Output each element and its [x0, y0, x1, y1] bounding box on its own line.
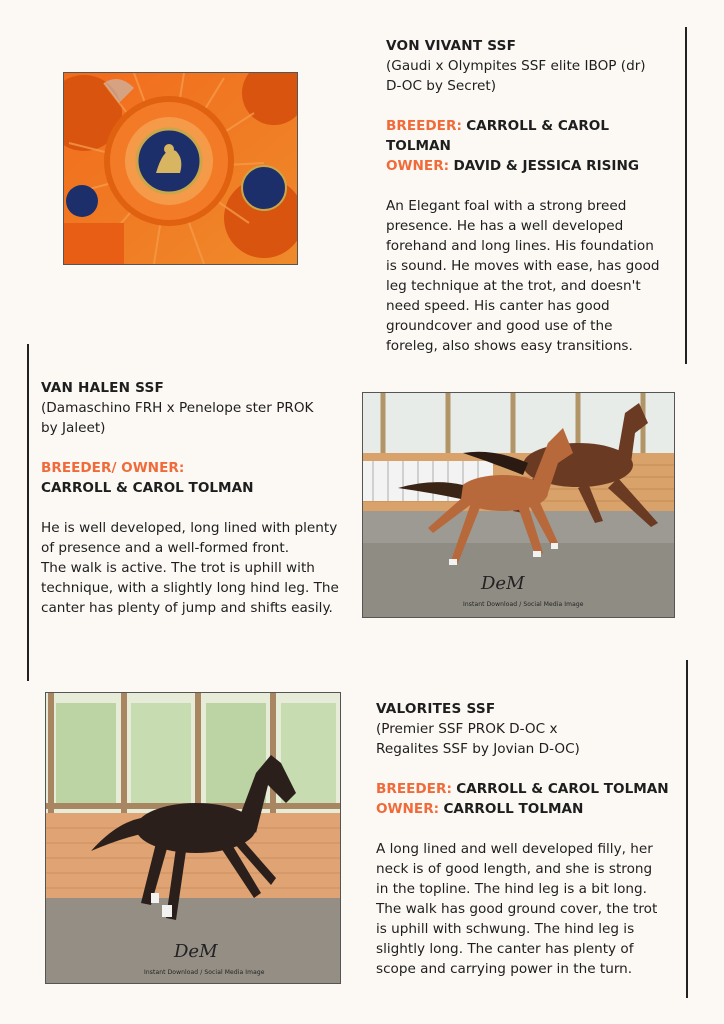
photo-watermark-caption: Instant Download / Social Media Image [463, 601, 584, 608]
owner-label: OWNER: [376, 801, 440, 817]
pedigree: (Premier SSF PROK D-OC x Regalites SSF by Jovian D-OC) [376, 721, 580, 757]
breeder-owner-label: BREEDER/ OWNER: [41, 460, 185, 476]
entry-von-vivant [386, 36, 676, 356]
description: A long lined and well developed filly, her neck is of good length, and she is strong in the topline. The hind leg is a bit long. The walk has good ground cover, the trot is uphill with schwung. The hind leg is slightly long. The canter has plenty of scope and carrying power in the turn. [376, 841, 658, 977]
owner-value: CARROLL TOLMAN [443, 801, 584, 817]
horse-name: VON VIVANT SSF [386, 38, 517, 54]
owner-value: DAVID & JESSICA RISING [453, 158, 640, 174]
description: He is well developed, long lined with plenty of presence and a well-formed front. The walk is active. The trot is uphill with technique, with a slightly long hind leg. The canter has plenty of jump and shifts easily. [41, 520, 339, 616]
horse-name: VAN HALEN SSF [41, 380, 165, 396]
breeder-label: BREEDER: [386, 118, 462, 134]
breeder-label: BREEDER: [376, 781, 452, 797]
pedigree: (Damaschino FRH x Penelope ster PROK by Jaleet) [41, 400, 314, 436]
divider-line-right-top [685, 27, 687, 364]
description: An Elegant foal with a strong breed presence. He has a well developed forehand and long lines. His foundation is sound. He moves with ease, has good leg technique at the trot, and doesn't need speed. His canter has good groundcover and good use of the foreleg, also shows easy transitions. [386, 198, 660, 354]
photo-watermark: DeM [481, 573, 525, 594]
owner-line [386, 156, 676, 176]
breeder-value: CARROLL & CAROL TOLMAN [386, 118, 610, 154]
breeder-owner-value: CARROLL & CAROL TOLMAN [41, 480, 254, 496]
photo-watermark: DeM [174, 941, 218, 962]
pedigree: (Gaudi x Olympites SSF elite IBOP (dr) D-OC by Secret) [386, 58, 646, 94]
divider-line-right-bottom [686, 660, 688, 998]
entry-valorites [376, 699, 676, 979]
breeder-value: CARROLL & CAROL TOLMAN [456, 781, 669, 797]
entry-van-halen [41, 378, 351, 618]
breeder-line [376, 779, 676, 799]
ribbons-photo [63, 72, 298, 265]
owner-line [376, 799, 676, 819]
filly-arena-photo [45, 692, 341, 984]
horse-name: VALORITES SSF [376, 701, 496, 717]
breeder-line [386, 116, 676, 156]
owner-label: OWNER: [386, 158, 450, 174]
horses-arena-photo [362, 392, 675, 618]
photo-watermark-caption: Instant Download / Social Media Image [144, 969, 265, 976]
divider-line-left-middle [27, 344, 29, 681]
